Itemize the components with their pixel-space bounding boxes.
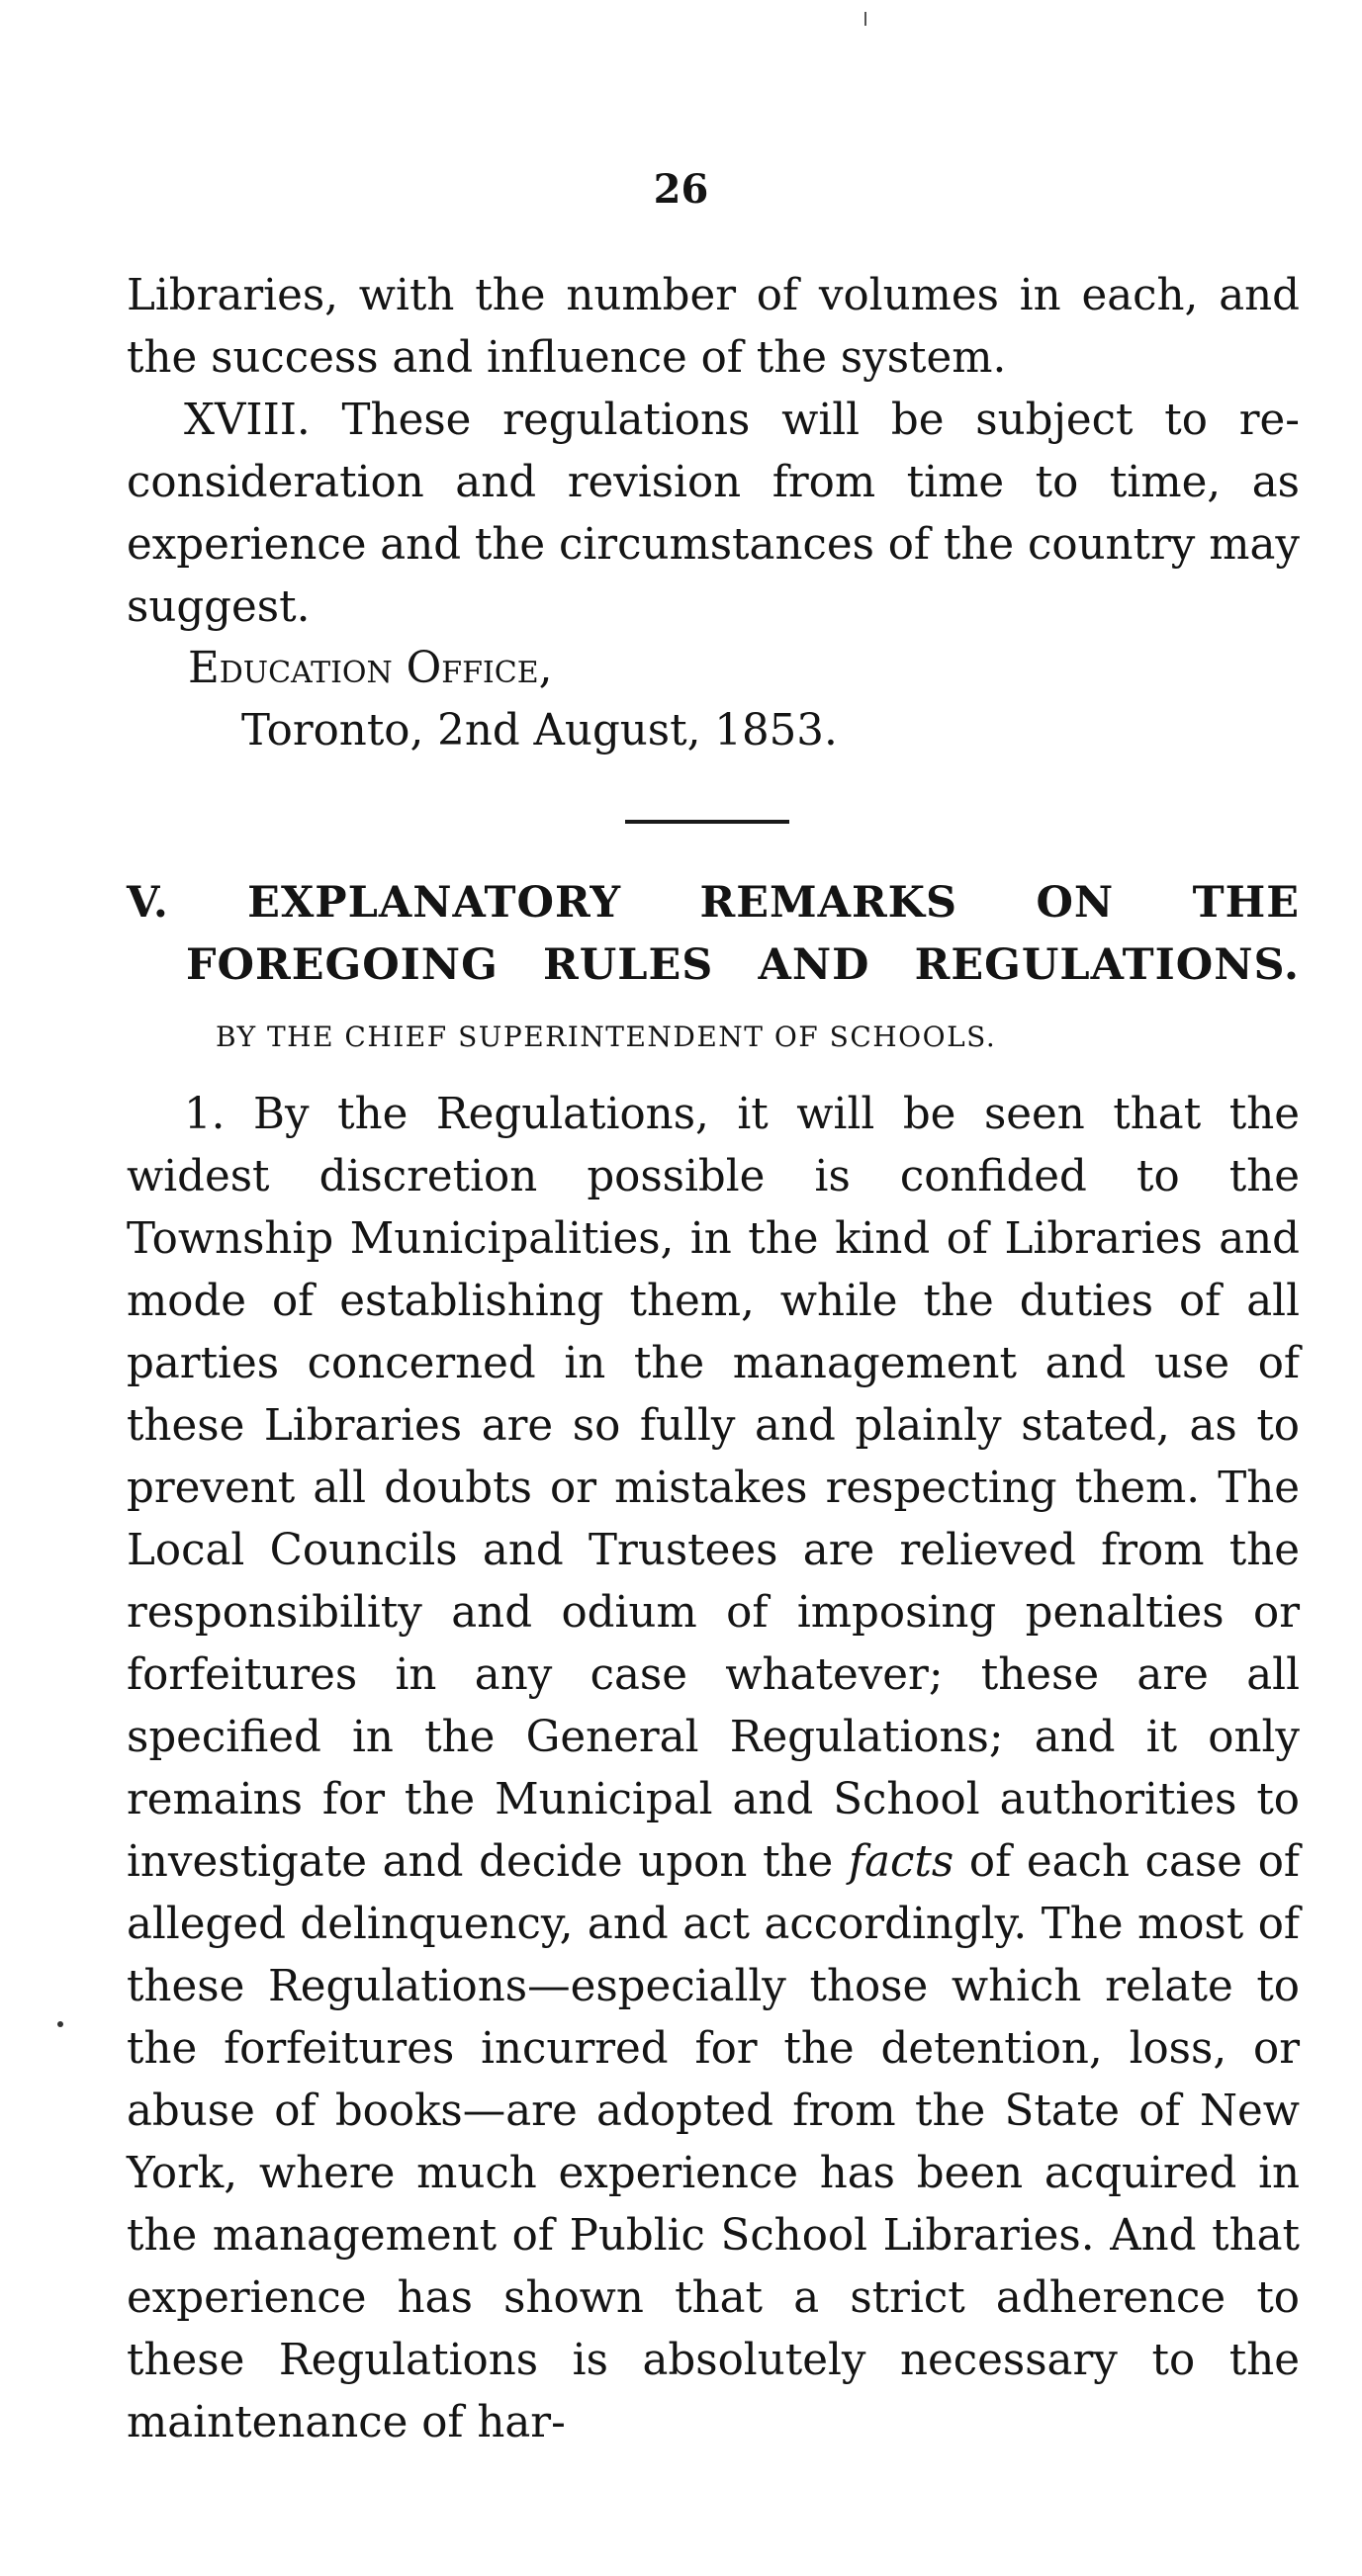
regulation-xviii: XVIII. These regulations will be subject to re-consideration and revision from time to time, as experience and the circumstances of the country may suggest.: [127, 396, 1300, 632]
byline: BY THE CHIEF SUPERINTENDENT OF SCHOOLS.: [216, 1021, 997, 1053]
section-divider: [625, 820, 789, 824]
section-heading-text-2: FOREGOING RULES AND REGULATIONS.: [186, 940, 1300, 990]
continued-text-block: [127, 265, 1300, 639]
section-heading-line-1: [127, 872, 1300, 934]
continued-paragraph: Libraries, with the number of volumes in each, and the success and influence of the system.: [127, 271, 1300, 383]
remark-text-part-1: 1. By the Regulations, it will be seen that the widest discretion possible is confided to the Township Municipalities, in the kind of Libraries and mode of establishing them, while the duties of all parties concerned in the management and use of these Libraries are so fully and plainly stated, as to prevent all doubts or mistakes respecting them. The Local Councils and Trustees are relieved from the responsibility and odium of imposing penalties or forfeitures in any case whatever; these are all specified in the General Regulations; and it only remains for the Municipal and School authorities to investigate and decide upon the: [127, 1090, 1300, 1887]
section-heading-line-2: [186, 934, 1300, 997]
remark-text-part-2: of each case of alleged delinquency, and act accordingly. The most of these Regulations—especially those which relate to the forfeitures incurred for the detention, loss, or abuse of books—are adopted from the State of New York, where much experience has been acquired in the management of Public School Libraries. And that experience has shown that a strict adherence to these Regulations is absolutely necessary to the maintenance of har-: [127, 1837, 1300, 2447]
signature-office: Education Office,: [188, 644, 553, 693]
margin-dot: [57, 2021, 63, 2027]
page-number: 26: [653, 166, 709, 213]
section-heading-text-1: V. EXPLANATORY REMARKS ON THE: [127, 878, 1300, 928]
remarks-text-block: [127, 1084, 1300, 2454]
margin-mark: [864, 12, 866, 26]
signature-date: Toronto, 2nd August, 1853.: [241, 706, 838, 755]
remark-italic-term: facts: [849, 1837, 954, 1887]
remark-paragraph-1: [127, 1084, 1300, 2454]
